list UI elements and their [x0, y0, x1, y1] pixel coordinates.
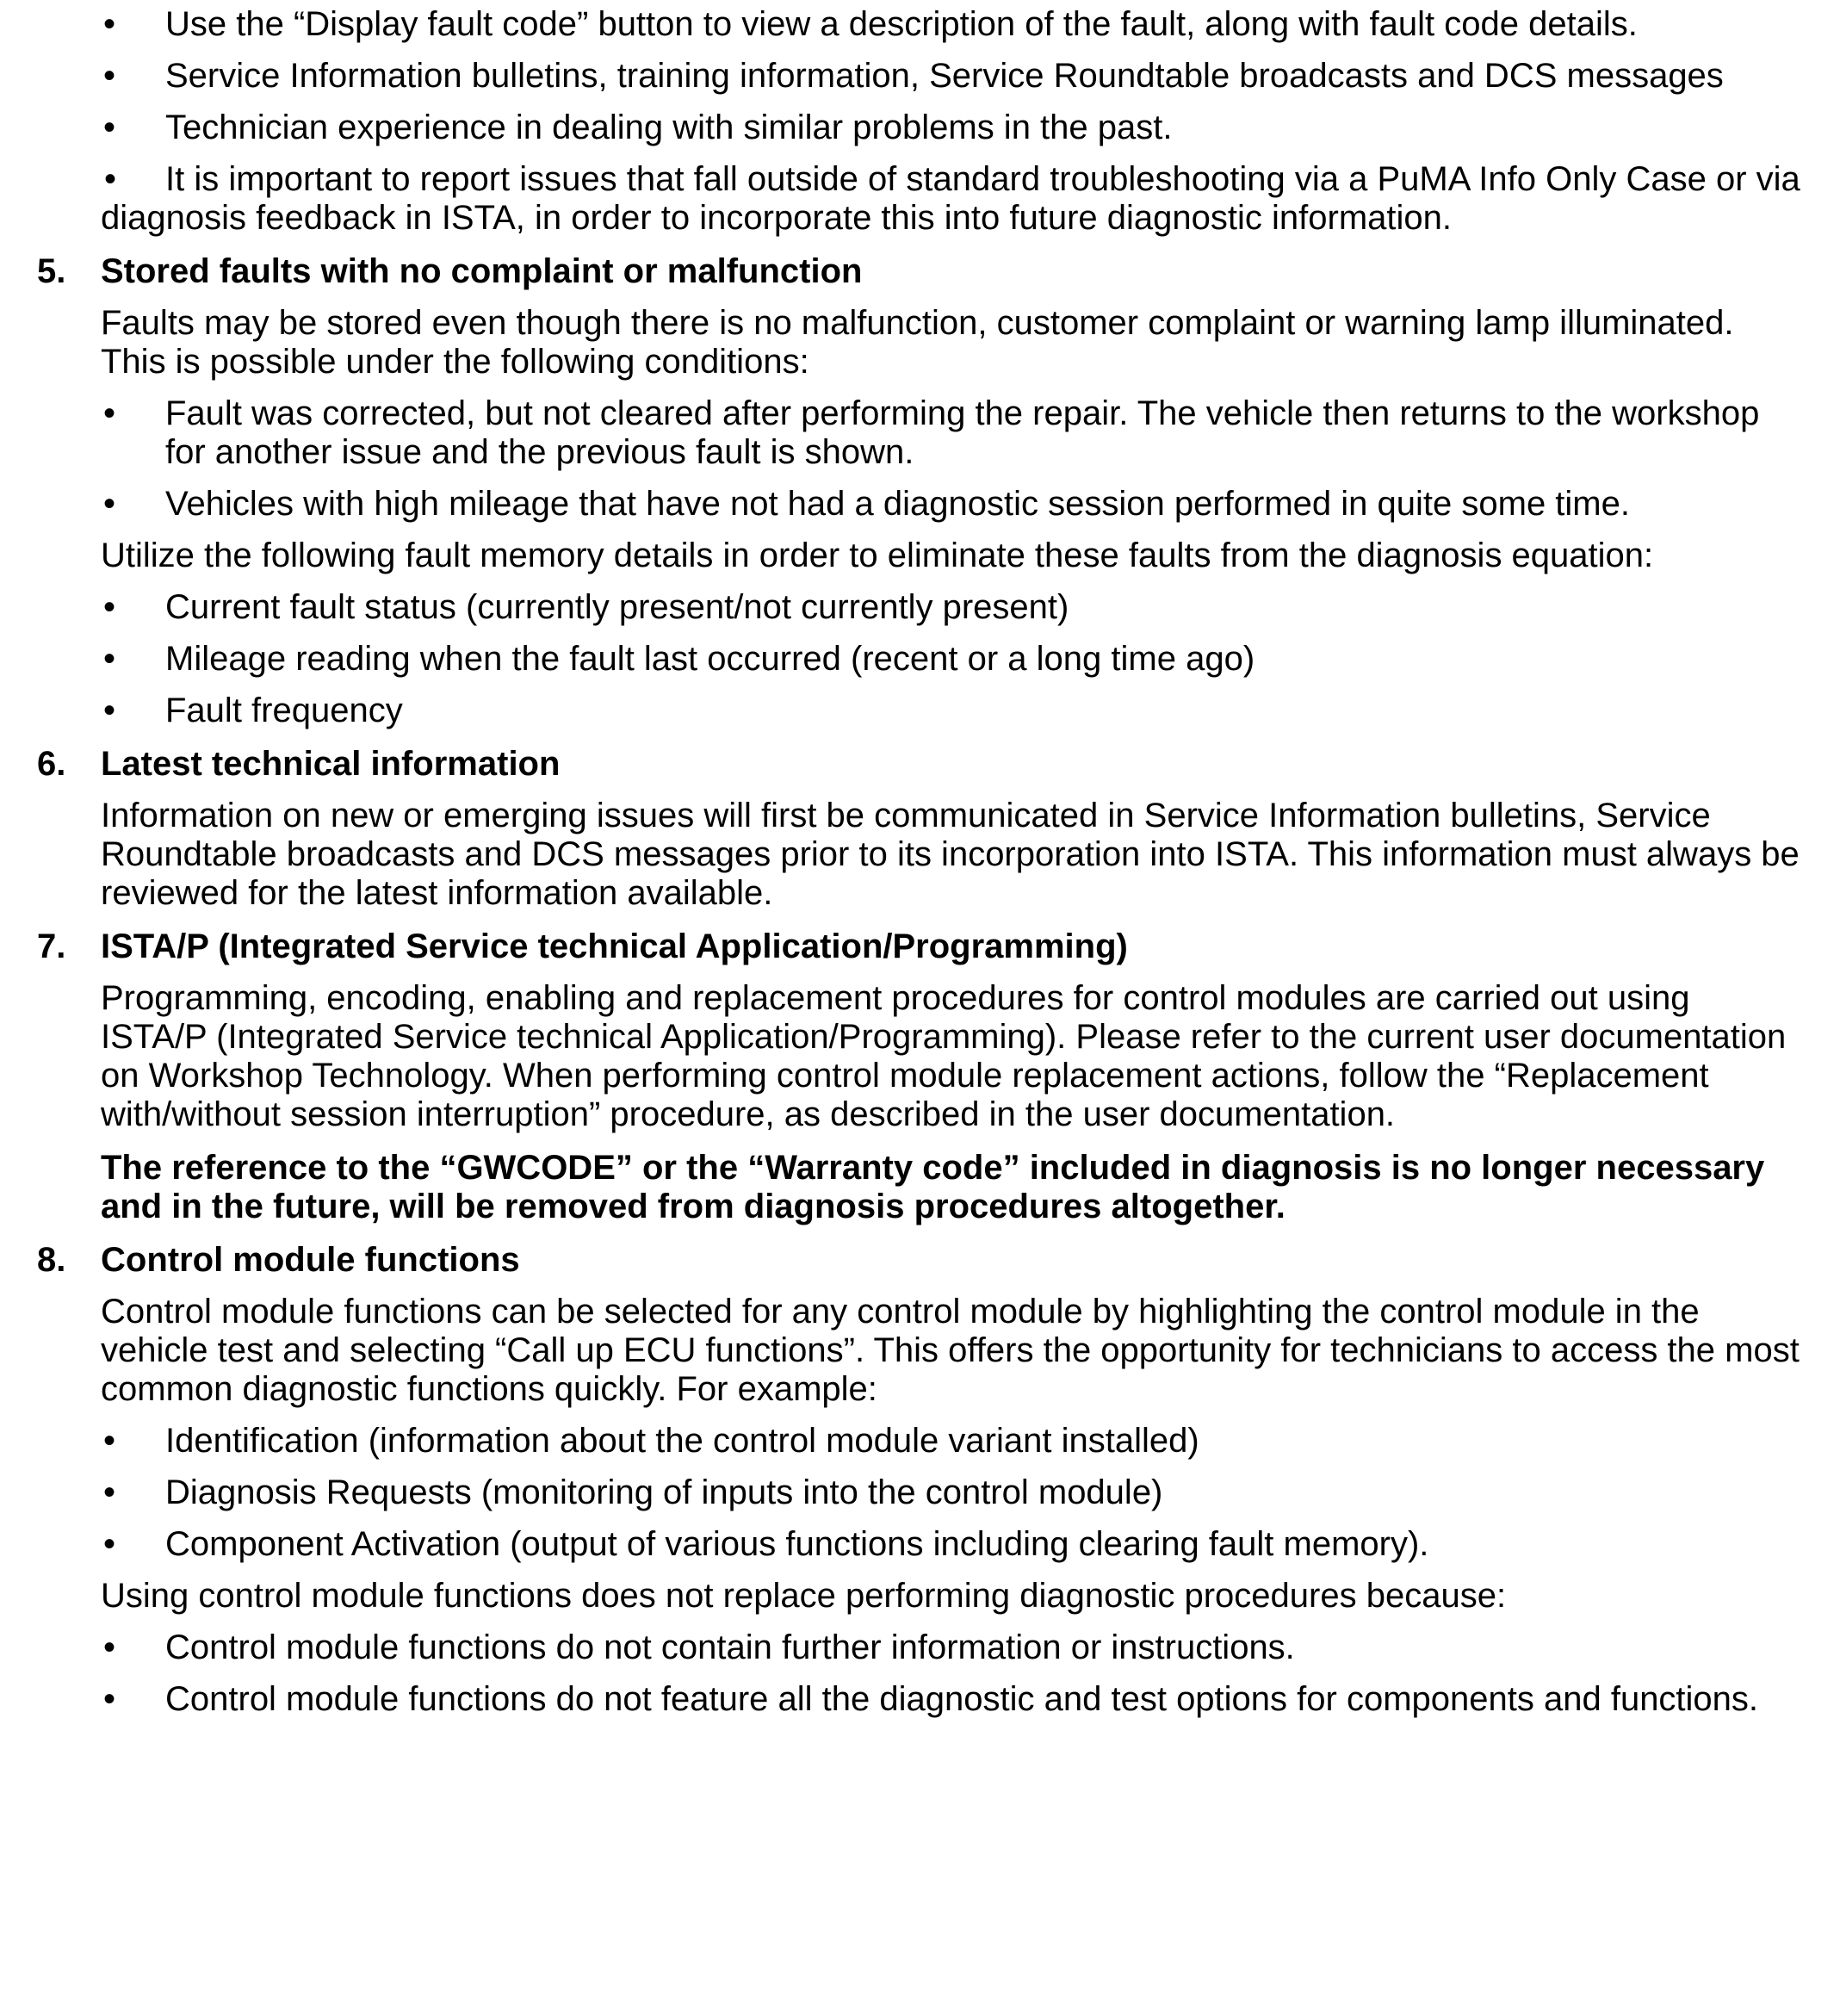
list-item-identification [0, 1422, 1797, 1461]
paragraph-ista-p: Programming, encoding, enabling and replacement procedures for control modules are carried out using ISTA/P (Integrated Service technical Application/Programming). Please refer to the current user documentation on Workshop Technology. When performing control module replacement actions, follow the “Replacement with/without session interruption” procedure, as described in the user documentation. [101, 979, 1787, 1133]
list-item-text: Control module functions do not contain further information or instructions. [165, 1628, 1295, 1666]
list-item-text: Vehicles with high mileage that have not had a diagnostic session performed in quite some time. [165, 485, 1630, 523]
section-number: 5. [37, 252, 66, 290]
list-item-not-all-options [0, 1680, 1797, 1719]
bullet-icon: • [103, 1422, 116, 1460]
paragraph-latest-information: Information on new or emerging issues will first be communicated in Service Information bulletins, Service Roundtable broadcasts and DCS messages prior to its incorporation into ISTA. This information must always be reviewed for the latest information available. [101, 797, 1800, 912]
list-item-text: Use the “Display fault code” button to view a description of the fault, along with fault code details. [165, 5, 1638, 43]
list-item-text: Diagnosis Requests (monitoring of inputs into the control module) [165, 1473, 1163, 1511]
list-item-fault-frequency [0, 692, 1797, 730]
list-item-text: Identification (information about the control module variant installed) [165, 1422, 1199, 1460]
list-item-no-further-information [0, 1628, 1797, 1667]
list-item-fault-was-corrected [0, 394, 1797, 472]
bullet-icon: • [103, 640, 116, 678]
bullet-icon: • [103, 485, 116, 523]
bullet-icon: • [103, 1525, 116, 1563]
bullet-icon: • [104, 160, 117, 198]
list-item-text: Mileage reading when the fault last occurred (recent or a long time ago) [165, 640, 1255, 678]
bullet-icon: • [103, 1680, 116, 1718]
list-item-technician-experience [0, 109, 1797, 147]
section-heading-8 [0, 1241, 1801, 1280]
list-item-report-issues [101, 160, 1801, 238]
bullet-icon: • [103, 588, 116, 626]
list-item-mileage-reading [0, 640, 1797, 679]
list-item-current-fault-status [0, 588, 1797, 627]
section-number: 8. [37, 1241, 66, 1279]
list-item-text: Control module functions do not feature all the diagnostic and test options for components and functions. [165, 1680, 1759, 1718]
section-number: 6. [37, 745, 66, 783]
bullet-icon: • [103, 1628, 116, 1666]
list-item-service-information [0, 57, 1797, 96]
bullet-icon: • [103, 5, 116, 43]
bullet-icon: • [103, 692, 116, 729]
list-item-text: Fault was corrected, but not cleared after performing the repair. The vehicle then returns to the workshop for another issue and the previous fault is shown. [165, 394, 1760, 471]
bullet-icon: • [103, 1473, 116, 1511]
section-heading-6 [0, 745, 1801, 784]
bullet-icon: • [103, 57, 116, 95]
list-item-high-mileage [0, 485, 1797, 524]
list-item-text: Fault frequency [165, 692, 403, 729]
section-title: ISTA/P (Integrated Service technical Application/Programming) [101, 927, 1128, 965]
list-item-display-fault-code [0, 5, 1797, 44]
list-item-text: It is important to report issues that fall outside of standard troubleshooting via a PuMA Info Only Case or via diagnosis feedback in ISTA, in order to incorporate this into future diagnostic information. [101, 160, 1800, 237]
bullet-icon: • [103, 109, 116, 146]
list-item-component-activation [0, 1525, 1797, 1564]
list-item-text: Technician experience in dealing with similar problems in the past. [165, 109, 1173, 146]
section-number: 7. [37, 927, 66, 965]
bullet-icon: • [103, 394, 116, 432]
list-item-text: Service Information bulletins, training information, Service Roundtable broadcasts and DCS messages [165, 57, 1724, 95]
section-title: Latest technical information [101, 745, 561, 783]
paragraph-using-control-module: Using control module functions does not replace performing diagnostic procedures because: [101, 1577, 1507, 1615]
paragraph-faults-may-be-stored: Faults may be stored even though there is no malfunction, customer complaint or warning lamp illuminated. This is possible under the following conditions: [101, 304, 1734, 381]
list-item-text: Component Activation (output of various functions including clearing fault memory). [165, 1525, 1429, 1563]
paragraph-gwcode-notice: The reference to the “GWCODE” or the “Warranty code” included in diagnosis is no longer necessary and in the future, will be removed from diagnosis procedures altogether. [101, 1149, 1765, 1225]
paragraph-control-module-functions: Control module functions can be selected for any control module by highlighting the control module in the vehicle test and selecting “Call up ECU functions”. This offers the opportunity for technicians to access the most common diagnostic functions quickly. For example: [101, 1293, 1800, 1408]
section-title: Control module functions [101, 1241, 520, 1279]
section-heading-7 [0, 927, 1801, 966]
list-item-diagnosis-requests [0, 1473, 1797, 1512]
list-item-text: Current fault status (currently present/not currently present) [165, 588, 1069, 626]
section-title: Stored faults with no complaint or malfunction [101, 252, 863, 290]
section-heading-5 [0, 252, 1801, 291]
paragraph-utilize-fault-memory: Utilize the following fault memory details in order to eliminate these faults from the diagnosis equation: [101, 537, 1654, 574]
